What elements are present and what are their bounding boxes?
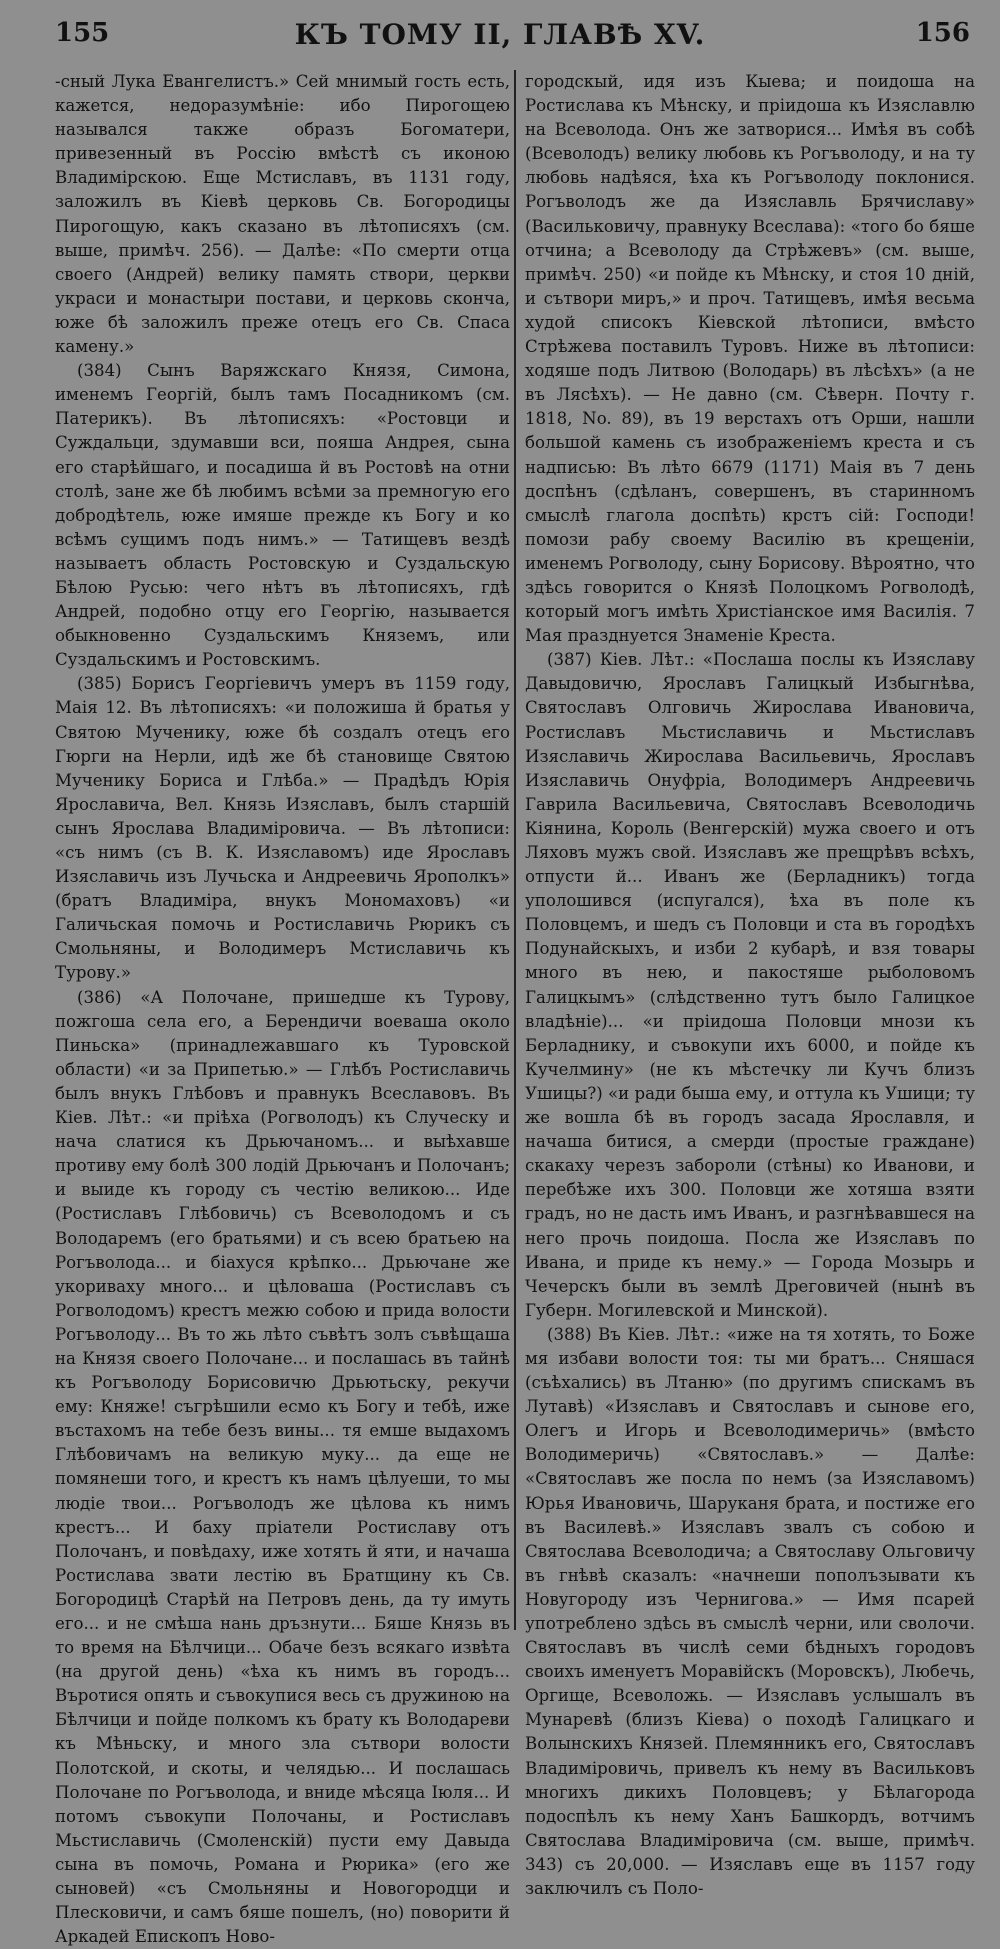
note-paragraph: (385) Борисъ Георгіевичъ умеръ въ 1159 году, Маія 12. Въ лѣтописяхъ: «и положиша й братья у Святою Мученику, юже бѣ создалъ отецъ его Гюрги на Нерли, идѣ же бѣ становище Святою Мученику Бориса и Глѣба.» — Прадѣдъ Юрія Ярославича, Вел. Князь Изяславъ, былъ старшій сынъ Ярослава Владиміровича. — Въ лѣтописи: «съ нимъ (съ В. К. Изяславомъ) иде Ярославъ Изяславичь изъ Лучьска и Андреевичь Ярополкъ» (братъ Владиміра, внукъ Мономаховъ) «и Галичьская помочь и Ростиславичь Рюрикъ съ Смольняны, и Володимеръ Мстиславичь къ Турову.»	[55, 674, 510, 983]
note-paragraph: -сный Лука Евангелистъ.» Сей мнимый гость есть, кажется, недоразумѣніе: ибо Пирогощею называлcя также образъ Богоматери, привезенный въ Россію вмѣстѣ съ иконою Владимірскою. Еще Мстиславъ, въ 1131 году, заложилъ въ Кіевѣ церковь Св. Богородицы Пирогощую, какъ сказано въ лѣтописяхъ (см. выше, примѣч. 256). — Далѣе: «По смерти отца своего (Андрей) велику память створи, церкви украси и монастыри постави, и церковь сконча, юже бѣ заложилъ преже отецъ его Св. Спаса камену.»	[55, 72, 510, 357]
note-paragraph: (384) Сынъ Варяжскаго Князя, Симона, именемъ Георгій, былъ тамъ Посадникомъ (см. Патерикъ). Въ лѣтописяхъ: «Ростовци и Суждальци, здумавши вси, пояша Андрея, сына его старѣйшаго, и посадиша й въ Ростовѣ на отни столѣ, зане же бѣ любимъ всѣми за премногую его добродѣтель, юже имяше прежде къ Богу и ко всѣмъ сущимъ подъ нимъ.» — Татищевъ вездѣ называетъ область Ростовскую и Суздальскую Бѣлою Русью: чего нѣтъ въ лѣтописяхъ, гдѣ Андрей, подобно отцу его Георгію, называется обыкновенно Суздальскимъ Княземъ, или Суздальскимъ и Ростовскимъ.	[55, 361, 510, 670]
note-paragraph: (388) Въ Кіев. Лѣт.: «иже на тя хотять, то Боже мя избави волости тоя: ты ми братъ... Сняшася (съѣхались) въ Лтаню» (по другимъ спискамъ въ Лутавѣ) «Изяславъ и Святославъ и сынове его, Олегъ и Игорь и Всеволодимеричь» (вмѣсто Володимеричь) «Святославъ.» — Далѣе: «Святославъ же посла по немъ (за Изяславомъ) Юрья Ивановичь, Шаруканя брата, и постиже его въ Василевѣ.» Изяславъ звалъ съ собою и Святослава Всеволодича; а Святославу Ольговичу въ гнѣвѣ сказалъ: «начнеши пополъзывати къ Новугороду изъ Чернигова.» — Имя псарей употреблено здѣсь въ смыслѣ черни, или сволочи. Святославъ въ числѣ семи бѣдныхъ городовъ своихъ именуетъ Моравійскъ (Моровскъ), Любечь, Оргище, Всеволожь. — Изяславъ услышалъ въ Мунаревѣ (близъ Кіева) о походѣ Галицкаго и Волынскихъ Князей. Племянникъ его, Святославъ Владиміровичь, привелъ къ нему въ Васильковъ многихъ дикихъ Половцевъ; у Бѣлагорода подоспѣлъ къ нему Ханъ Башкордъ, вотчимъ Святослава Владиміровича (см. выше, примѣч. 343) съ 20,000. — Изяславъ еще въ 1157 году заключилъ съ Поло-	[525, 1324, 975, 1899]
page-number-right: 156	[915, 18, 970, 48]
page-number-left: 155	[55, 18, 110, 48]
note-paragraph: (387) Кіев. Лѣт.: «Послаша послы къ Изяславу Давыдовичю, Ярославъ Галицкый Избыгнѣва, Святославъ Олговичь Жирослава Ивановича, Ростиславъ Мьстиславичь и Мьстиславъ Изяславичь Жирослава Васильевичь, Ярославъ Изяславичь Онуфріа, Володимеръ Андреевичь Гаврила Васильевича, Святославъ Всеволодичь Кіянина, Король (Венгерскій) мужа своего и отъ Ляховъ мужъ свой. Изяславъ же прещрѣвъ всѣхъ, отпусти й... Иванъ же (Берладникъ) тогда уполошився (испугался), ѣха въ поле къ Половцемъ, и шедъ съ Половци и ста въ городѣхъ Подунайскыхъ, и изби 2 кубарѣ, и взя товары много въ нею, и пакостяше рыболовомъ Галицкымъ» (слѣдственно тутъ было Галицкое владѣніе)... «и пріидоша Половци мнози къ Берладнику, и съвокупи ихъ 6000, и пойде къ Кучелмину» (не къ мѣстечку ли Кучъ близъ Ушицы?) «и ради быша ему, и оттула къ Ушици; ту же вошла бѣ въ городъ засада Ярославля, и начаша битися, а смерди (простые граждане) скакаху черезъ забороли (стѣны) ко Иванови, и перебѣже ихъ 300. Половци же хотяша взяти градъ, но не дасть имъ Иванъ, и разгнѣвавшеся на него прочь поидоша. Посла же Изяславъ по Ивана, и приде къ нему.» — Города Мозырь и Чечерскъ были въ землѣ Дреговичей (нынѣ въ Губерн. Могилевской и Минской).	[525, 650, 975, 1320]
left-column	[55, 70, 510, 1947]
running-title: КЪ ТОМУ II, ГЛАВѢ XV.	[294, 18, 706, 51]
column-divider	[514, 70, 516, 1630]
note-paragraph: (386) «А Полочане, пришедше къ Турову, пожгоша села его, а Берендичи воеваша около Пиньска» (принадлежавшаго къ Туровской области) «и за Припетью.» — Глѣбъ Ростиславичь былъ внукъ Глѣбовъ и правнукъ Всеславовъ. Въ Кіев. Лѣт.: «и пріѣха (Рогволодъ) къ Случеску и нача слатися къ Дрьючаномъ... и выѣхавше противу ему болѣ 300 лодій Дрьючанъ и Полочанъ; и выиде къ городу съ честію великою... Иде (Ростиславъ Глѣбовичь) съ Всеволодомъ и съ Володаремъ (его братьями) и съ всею братьею на Рогъволода... и біахуся крѣпко... Дрьючане же укориваху много... и цѣловаша (Ростиславъ съ Рогволодомъ) крестъ межю собою и прида волости Рогъволоду... Въ то жь лѣто съвѣтъ золъ съвѣщаша на Князя своего Полочане... и послашась въ тайнѣ къ Рогъволоду Борисовичю Дрьютьску, рекучи ему: Княже! съгрѣшили есмо къ Богу и тебѣ, иже въстахомъ на тебе безъ вины... тя емше выдахомъ Глѣбовичамъ на великую муку... да еще не помянеши того, и крестъ къ намъ цѣлуеши, то мы людіе твои... Рогъволодъ же цѣлова къ нимъ крестъ... И баху пріатели Ростиславу отъ Полочанъ, и повѣдаху, иже хотять й яти, и начаша Ростислава звати лестію въ Братщину къ Св. Богородицѣ Старѣй на Петровъ день, да ту имуть его... и не смѣша нань дръзнути... Бяше Князь въ то время на Бѣлчици... Обаче безъ всякаго извѣта (на другой день) «ѣха къ нимъ въ городъ... Въротися опять и съвокупися весь съ дружиною на Бѣлчици и пойде полкомъ къ брату къ Володареви къ Мѣньску, и много зла сътвори волости Полотской, и скоты, и челядью... И послашась Полочане по Рогъволода, и вниде мѣсяца Іюля... И потомъ съвокупи Полочаны, и Ростиславъ Мьстиславичь (Смоленскій) пусти ему Давыда сына въ помочь, Романа и Рюрика» (его же сыновей) «съ Смольняны и Новогородци и Плесковичи, и самъ бяше пошелъ, (но) поворити й Аркадей Епископъ Ново-	[55, 987, 510, 1947]
note-paragraph: городскый, идя изъ Кыева; и поидоша на Ростислава къ Мѣнску, и пріидоша къ Изяславлю на Всеволода. Онъ же затворися... Имѣя въ собѣ (Всеволодъ) велику любовь къ Рогъволоду, и на ту любовь надѣяся, ѣха къ Рогъволоду поклонися. Рогъволодъ же да Изяславль Брячиславу» (Васильковичу, правнуку Всеслава): «того бо бяше отчина; а Всеволоду да Стрѣжевъ» (см. выше, примѣч. 250) «и пойде къ Мѣнску, и стоя 10 дній, и сътвори миръ,» и проч. Татищевъ, имѣя весьма худой списокъ Кіевской лѣтописи, вмѣсто Стрѣжева поставилъ Туровъ. Ниже въ лѣтописи: ходяше подъ Литвою (Володарь) въ лѣсѣхъ» (а не въ Лясѣхъ). — Не давно (см. Сѣверн. Почту г. 1818, No. 89), въ 19 верстахъ отъ Орши, нашли большой камень съ изображеніемъ креста и съ надписью: Въ лѣто 6679 (1171) Маія въ 7 день доспѣнъ (сдѣланъ, совершенъ, въ старинномъ смыслѣ глагола доспѣть) крстъ сій: Господи! помози рабу своему Василію въ крещеніи, именемъ Рогволоду, сыну Борисову. Вѣроятно, что здѣсь говорится о Князѣ Полоцкомъ Рогволодѣ, который могъ имѣть Христіанское имя Василія. 7 Мая празднуется Знаменіе Креста.	[525, 72, 975, 646]
page-header	[0, 0, 1000, 70]
right-column	[525, 70, 975, 1899]
